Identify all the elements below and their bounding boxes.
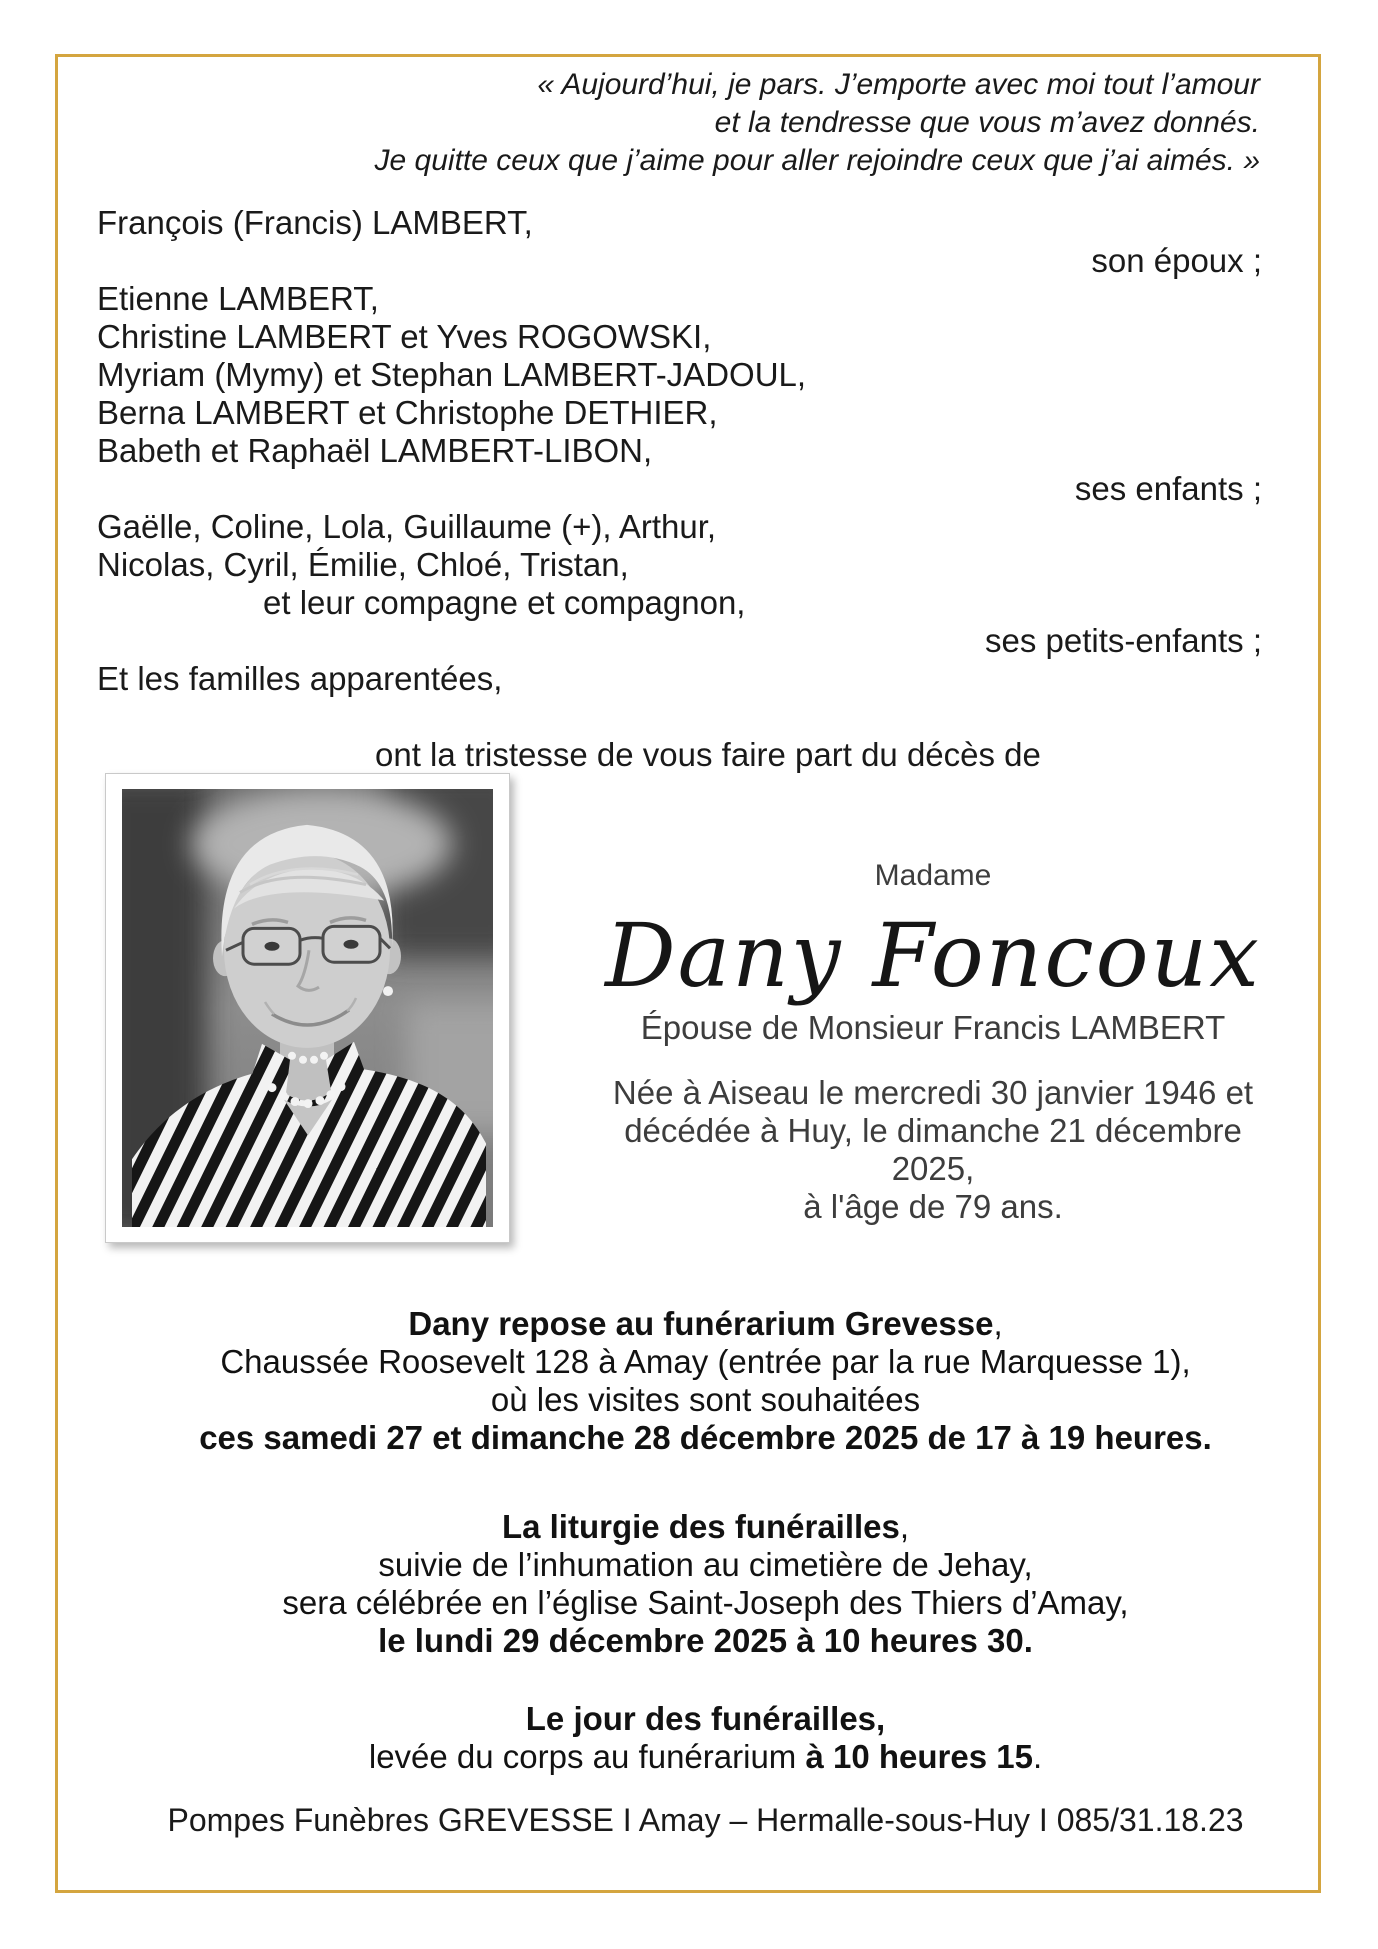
child-name: Berna LAMBERT et Christophe DETHIER, <box>97 394 718 431</box>
family-list <box>97 204 1262 774</box>
grandchildren-names: Gaëlle, Coline, Lola, Guillaume (+), Arthur, <box>97 508 717 545</box>
funeral-day-departure-line <box>97 1738 1314 1776</box>
funeral-day-block <box>97 1700 1314 1776</box>
funeral-day-title: Le jour des funérailles, <box>525 1700 886 1737</box>
child-name: Babeth et Raphaël LAMBERT-LIBON, <box>97 432 653 469</box>
visitation-block <box>97 1305 1314 1457</box>
spacer <box>97 698 1262 736</box>
husband-role-label: son époux ; <box>1091 242 1262 279</box>
visitation-location-rest: , <box>993 1305 1003 1342</box>
grandchildren-partners: et leur compagne et compagnon, <box>263 584 746 621</box>
liturgy-burial-line: suivie de l’inhumation au cimetière de Jehay, <box>378 1546 1033 1583</box>
departure-regular: levée du corps au funérarium <box>368 1738 806 1775</box>
visitation-location-line <box>97 1305 1314 1343</box>
liturgy-title-bold: La liturgie des funérailles <box>501 1508 900 1545</box>
death-line: décédée à Huy, le dimanche 21 décembre 2025, <box>624 1112 1242 1187</box>
funeral-home-footer: Pompes Funèbres GREVESSE I Amay – Hermalle-sous-Huy I 085/31.18.23 <box>167 1802 1244 1838</box>
quote-line: Je quitte ceux que j’aime pour aller rejoindre ceux que j’ai aimés. » <box>374 144 1260 177</box>
deceased-block <box>604 858 1262 1226</box>
opening-quote <box>97 66 1260 180</box>
portrait-photo-drawing <box>122 789 493 1227</box>
age-line: à l'âge de 79 ans. <box>803 1188 1063 1225</box>
child-name: Etienne LAMBERT, <box>97 280 379 317</box>
liturgy-church-line: sera célébrée en l’église Saint-Joseph des Thiers d’Amay, <box>282 1584 1129 1621</box>
husband-name: François (Francis) LAMBERT, <box>97 204 533 241</box>
visitation-location-bold: Dany repose au funérarium Grevesse <box>408 1305 994 1342</box>
child-name: Christine LAMBERT et Yves ROGOWSKI, <box>97 318 712 355</box>
departure-time-bold: à 10 heures 15 <box>805 1738 1033 1775</box>
deceased-name: Dany Foncoux <box>605 904 1261 1007</box>
visitation-dates-line: ces samedi 27 et dimanche 28 décembre 2025 de 17 à 19 heures. <box>199 1419 1212 1456</box>
announcement-line: ont la tristesse de vous faire part du décès de <box>375 736 1041 773</box>
liturgy-title-rest: , <box>899 1508 910 1545</box>
grandchildren-role-label: ses petits-enfants ; <box>985 622 1262 659</box>
birth-line: Née à Aiseau le mercredi 30 janvier 1946 et <box>612 1074 1254 1111</box>
visitation-address-line: Chaussée Roosevelt 128 à Amay (entrée par la rue Marquesse 1), <box>220 1343 1191 1380</box>
visitation-visits-line: où les visites sont souhaitées <box>490 1381 921 1418</box>
quote-line: et la tendresse que vous m’avez donnés. <box>714 106 1260 139</box>
grandchildren-names: Nicolas, Cyril, Émilie, Chloé, Tristan, <box>97 546 629 583</box>
deceased-spouse-line: Épouse de Monsieur Francis LAMBERT <box>640 1009 1226 1046</box>
child-name: Myriam (Mymy) et Stephan LAMBERT-JADOUL, <box>97 356 807 393</box>
quote-line: « Aujourd’hui, je pars. J’emporte avec moi tout l’amour <box>537 68 1260 101</box>
liturgy-block <box>97 1508 1314 1660</box>
liturgy-title-line <box>97 1508 1314 1546</box>
portrait-photo <box>105 773 510 1243</box>
children-role-label: ses enfants ; <box>1074 470 1262 507</box>
related-families: Et les familles apparentées, <box>97 660 503 697</box>
liturgy-date-line: le lundi 29 décembre 2025 à 10 heures 30. <box>378 1622 1033 1659</box>
departure-end: . <box>1032 1738 1043 1775</box>
deceased-dates <box>604 1074 1262 1226</box>
deceased-title: Madame <box>874 859 992 892</box>
